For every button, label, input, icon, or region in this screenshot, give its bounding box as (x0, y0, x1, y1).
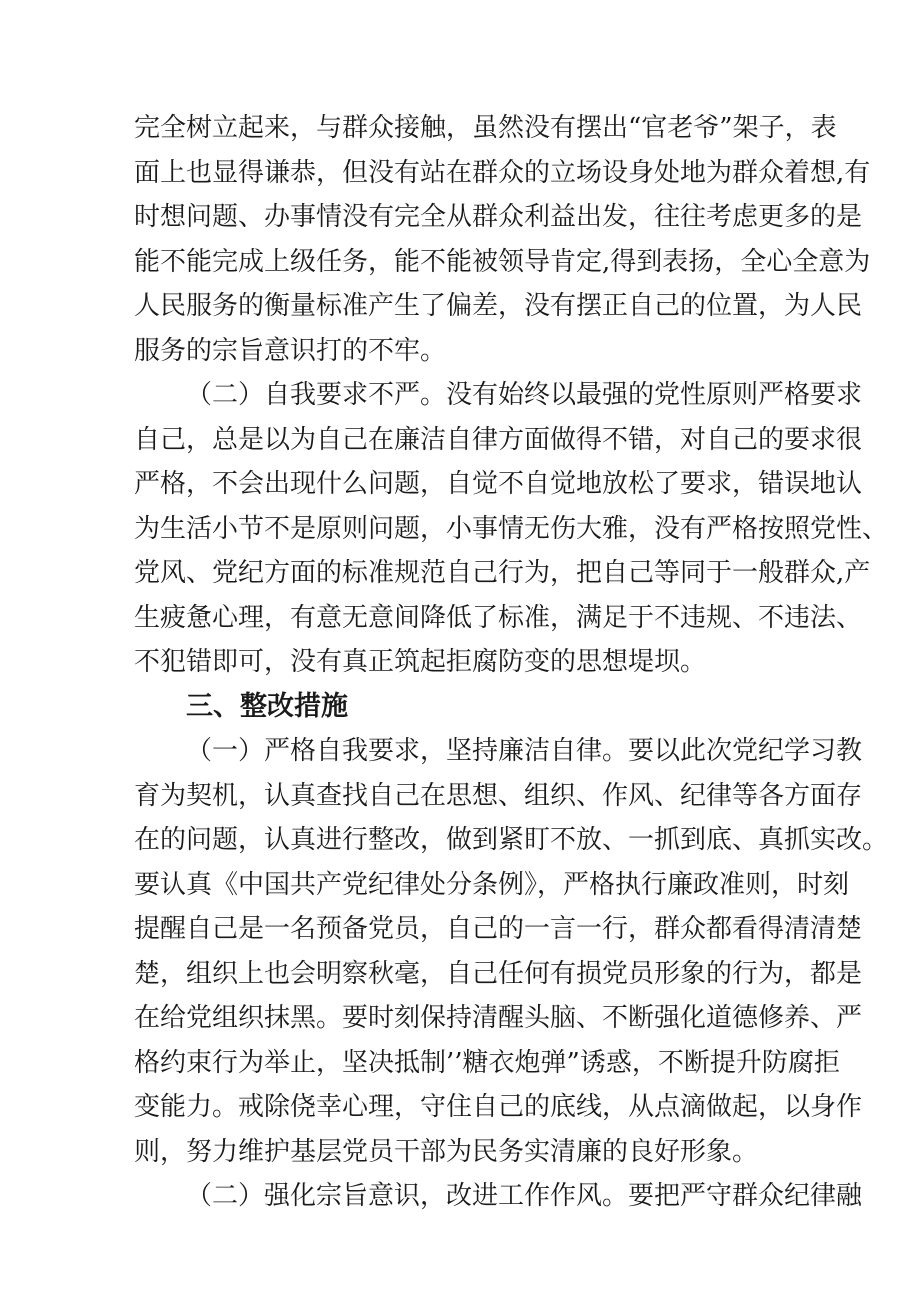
text-line: 则，努力维护基层党员干部为民务实清廉的良好形象。 (134, 1137, 759, 1167)
text-line: （二）强化宗旨意识，改进工作作风。要把严守群众纪律融 (186, 1181, 863, 1211)
text-line: 面上也显得谦恭，但没有站在群众的立场设身处地为群众着想,有 (134, 158, 871, 188)
text-line: 时想问题、办事情没有完全从群众利益出发，往往考虑更多的是 (134, 202, 863, 232)
text-line: 为生活小节不是原则问题，小事情无伤大雅，没有严格按照党性、 (134, 514, 889, 544)
text-line: 不犯错即可，没有真正筑起拒腐防变的思想堤坝。 (134, 647, 707, 677)
text-line: 完全树立起来，与群众接触，虽然没有摆出“官老爷”架子，表 (134, 113, 837, 143)
text-line: 自己，总是以为自己在廉洁自律方面做得不错，对自己的要求很 (134, 425, 863, 455)
text-line: 在的问题，认真进行整改，做到紧盯不放、一抓到底、真抓实改。 (134, 825, 889, 855)
text-line: 在给党组织抹黑。要时刻保持清醒头脑、不断强化道德修养、严 (134, 1003, 863, 1033)
text-line: 变能力。戒除侥幸心理，守住自己的底线，从点滴做起，以身作 (134, 1092, 863, 1122)
text-line: 生疲惫心理，有意无意间降低了标准，满足于不违规、不违法、 (134, 603, 863, 633)
text-line: （二）自我要求不严。没有始终以最强的党性原则严格要求 (186, 380, 863, 410)
section-heading: 三、整改措施 (186, 691, 348, 722)
text-line: 格约束行为举止，坚决抵制’’糖衣炮弹”诱惑，不断提升防腐拒 (134, 1048, 840, 1078)
text-line: 能不能完成上级任务，能不能被领导肯定,得到表扬，全心全意为 (134, 247, 871, 277)
text-line: 要认真《中国共产党纪律处分条例》，严格执行廉政准则，时刻 (134, 870, 850, 900)
text-line: （一）严格自我要求，坚持廉洁自律。要以此次党纪学习教 (186, 736, 863, 766)
text-line: 服务的宗旨意识打的不牢。 (134, 336, 447, 366)
text-line: 楚，组织上也会明察秋毫，自己任何有损党员形象的行为，都是 (134, 959, 863, 989)
text-line: 提醒自己是一名预备党员，自己的一言一行，群众都看得清清楚 (134, 914, 863, 944)
text-line: 人民服务的衡量标准产生了偏差，没有摆正自己的位置，为人民 (134, 291, 863, 321)
text-line: 育为契机，认真查找自己在思想、组织、作风、纪律等各方面存 (134, 781, 863, 811)
text-line: 党风、党纪方面的标准规范自己行为，把自己等同于一般群众,产 (134, 558, 871, 588)
text-line: 严格，不会出现什么问题，自觉不自觉地放松了要求，错误地认 (134, 469, 863, 499)
